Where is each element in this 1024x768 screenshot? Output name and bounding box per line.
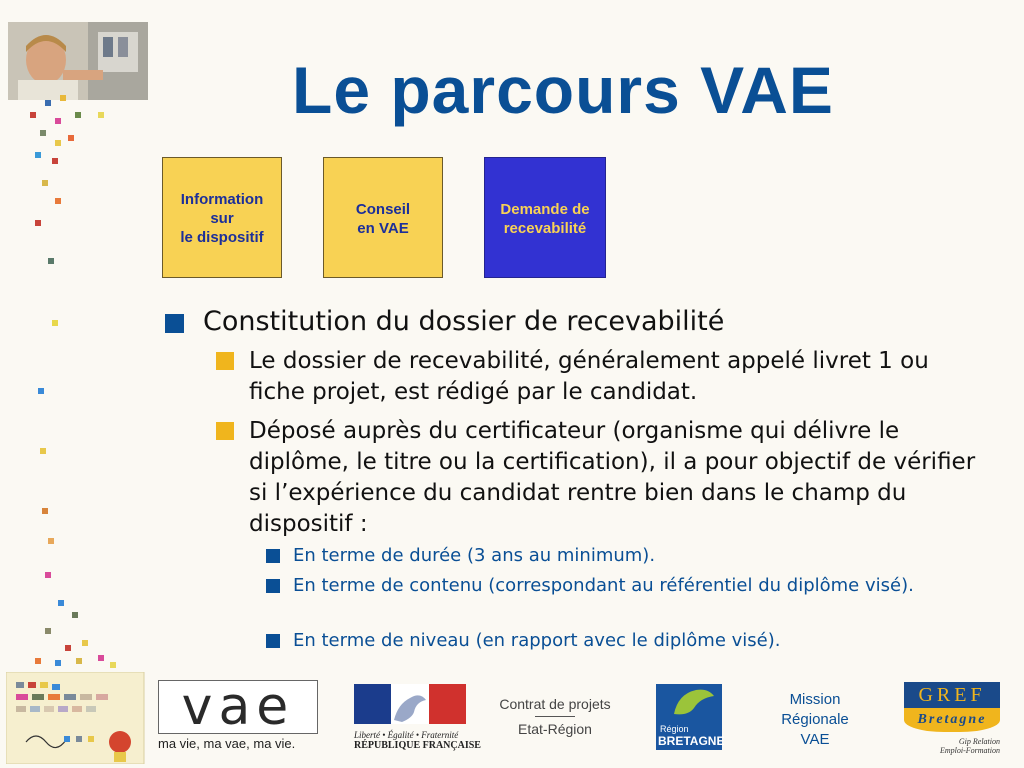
region-bretagne-logo	[656, 684, 725, 750]
bullet-level2	[216, 416, 989, 540]
mission-line2: Régionale	[781, 711, 849, 728]
step-box-conseil	[323, 157, 443, 278]
slide-title: Le parcours VAE	[292, 53, 834, 127]
gref-bretagne-logo	[904, 682, 1000, 758]
gref-tag1: Gip Relation	[958, 737, 1000, 746]
gref-name: GREF	[918, 683, 986, 706]
region-small: Région	[660, 724, 689, 734]
bullet-text: En terme de contenu (correspondant au référentiel du diplôme visé).	[293, 575, 914, 596]
mission-line3: VAE	[800, 731, 830, 748]
vae-logo-letters: vae	[181, 677, 295, 737]
square-bullet-icon	[266, 579, 280, 593]
bullet-text: Constitution du dossier de recevabilité	[203, 306, 725, 337]
step-label: Information sur le dispositif	[180, 191, 264, 246]
mission-regionale-vae	[760, 690, 870, 750]
bullet-level1	[165, 306, 724, 338]
square-bullet-icon	[165, 314, 184, 333]
bullet-text: En terme de niveau (en rapport avec le diplôme visé).	[293, 630, 781, 651]
republique-francaise-logo	[354, 684, 481, 754]
bullet-level3	[266, 629, 953, 653]
bullet-level3	[266, 544, 953, 568]
left-decoration	[0, 0, 150, 768]
republique-motto: Liberté • Égalité • Fraternité	[354, 730, 459, 740]
bullet-level3	[266, 574, 933, 598]
square-bullet-icon	[266, 549, 280, 563]
contrat-projets-logo	[494, 696, 616, 746]
square-bullet-icon	[216, 422, 234, 440]
bullet-level2	[216, 346, 979, 408]
region-leaf-icon	[656, 684, 722, 720]
region-name: BRETAGNE	[658, 734, 725, 748]
bullet-text: Le dossier de recevabilité, généralement appelé livret 1 ou fiche projet, est rédigé par le candidat.	[249, 348, 929, 405]
square-bullet-icon	[216, 352, 234, 370]
square-bullet-icon	[266, 634, 280, 648]
person-photo	[8, 22, 148, 100]
left-bottom-logo	[6, 672, 146, 764]
bullet-text: Déposé auprès du certificateur (organisme qui délivre le diplôme, le titre ou la certification), il a pour objectif de vérifier si l’expérience du candidat rentre bien dans le champ du dispositif :	[249, 418, 976, 537]
vae-tagline: ma vie, ma vae, ma vie.	[158, 736, 296, 751]
step-label: Demande de recevabilité	[500, 201, 590, 237]
contrat-line1: Contrat de projets	[499, 696, 611, 712]
contrat-line2: Etat-Région	[518, 721, 592, 737]
contrat-divider	[535, 716, 575, 717]
gref-tag2: Emploi-Formation	[940, 746, 1000, 755]
bullet-text: En terme de durée (3 ans au minimum).	[293, 545, 656, 566]
mission-line1: Mission	[789, 691, 841, 708]
step-box-information	[162, 157, 282, 278]
republique-name: RÉPUBLIQUE FRANÇAISE	[354, 740, 481, 751]
marianne-icon	[354, 684, 466, 724]
gref-sub: Bretagne	[917, 712, 987, 727]
vae-logo	[158, 677, 320, 756]
step-box-demande	[484, 157, 606, 278]
step-label: Conseil en VAE	[355, 201, 411, 237]
